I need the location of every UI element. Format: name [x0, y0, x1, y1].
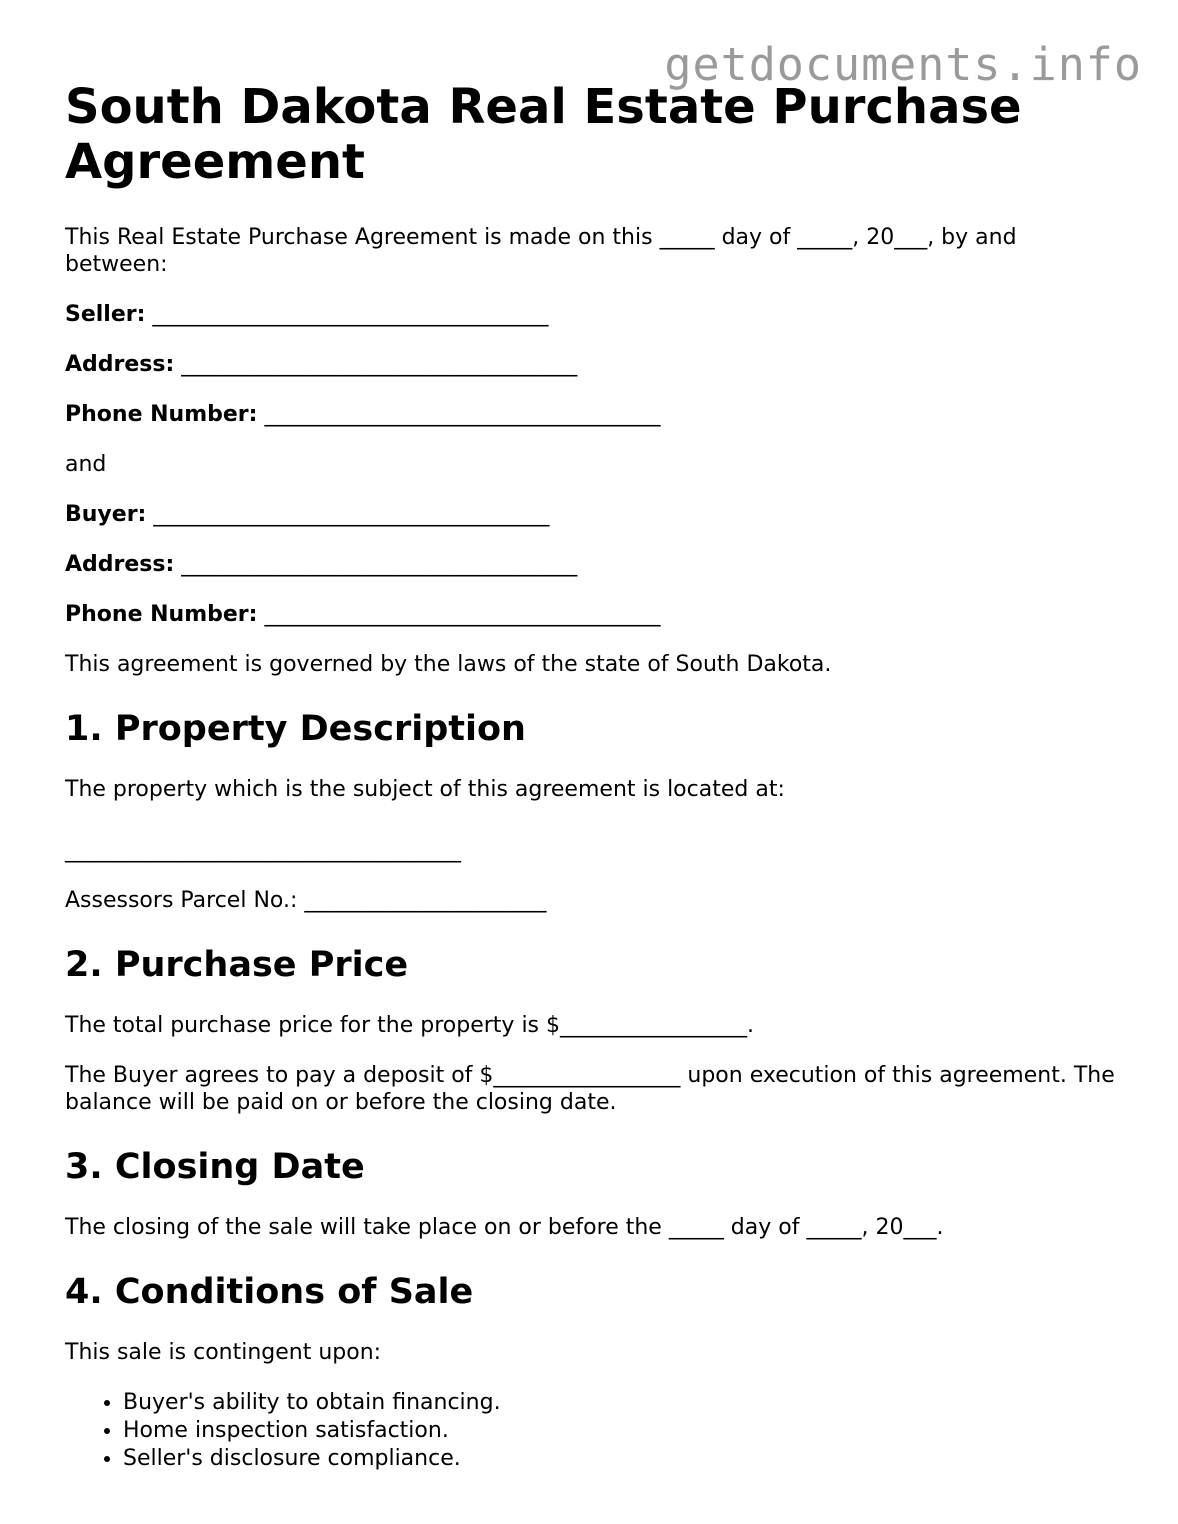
seller-address-field [65, 351, 1125, 378]
buyer-phone-label: Phone Number: [65, 602, 258, 627]
intro-paragraph: This Real Estate Purchase Agreement is made on this _____ day of _____, 20___, by and between: [65, 225, 1017, 277]
buyer-phone-field [65, 601, 1125, 628]
document-body [65, 80, 1125, 1473]
section-heading-price: 2. Purchase Price [65, 945, 409, 985]
parcel-number-field: Assessors Parcel No.: ______________________ [65, 888, 547, 913]
section-heading-closing: 3. Closing Date [65, 1147, 365, 1187]
buyer-address-label: Address: [65, 552, 175, 577]
total-price-text: The total purchase price for the property is $_________________. [65, 1013, 755, 1038]
buyer-address-blank: ____________________________________ [181, 552, 578, 577]
seller-address-blank: ____________________________________ [181, 352, 578, 377]
conditions-list [65, 1389, 1125, 1473]
closing-text: The closing of the sale will take place on or before the _____ day of _____, 20___. [65, 1215, 944, 1240]
conjunction-text: and [65, 452, 107, 477]
deposit-text: The Buyer agrees to pay a deposit of $_________________ upon execution of this agreement. The balance will be paid on or before the closing date. [65, 1063, 1115, 1115]
seller-phone-blank: ____________________________________ [264, 402, 661, 427]
watermark: getdocuments.info [664, 38, 1142, 91]
property-address-blank: ____________________________________ [65, 838, 461, 863]
section-heading-property: 1. Property Description [65, 709, 526, 749]
seller-name-blank: ____________________________________ [152, 302, 549, 327]
seller-phone-field [65, 401, 1125, 428]
seller-name-label: Seller: [65, 302, 146, 327]
seller-phone-label: Phone Number: [65, 402, 258, 427]
buyer-name-label: Buyer: [65, 502, 147, 527]
buyer-phone-blank: ____________________________________ [264, 602, 661, 627]
governing-law-text: This agreement is governed by the laws of the state of South Dakota. [65, 652, 832, 677]
list-item: • Buyer's ability to obtain financing. [123, 1389, 1125, 1417]
property-text: The property which is the subject of this agreement is located at: [65, 777, 785, 802]
buyer-name-blank: ____________________________________ [153, 502, 550, 527]
document-title: South Dakota Real Estate Purchase Agreement [65, 79, 1022, 190]
conditions-text: This sale is contingent upon: [65, 1340, 382, 1365]
buyer-name-field [65, 501, 1125, 528]
section-heading-conditions: 4. Conditions of Sale [65, 1272, 474, 1312]
list-item: • Home inspection satisfaction. [123, 1417, 1125, 1445]
list-item: • Seller's disclosure compliance. [123, 1445, 1125, 1473]
seller-name-field [65, 301, 1125, 328]
seller-address-label: Address: [65, 352, 175, 377]
buyer-address-field [65, 551, 1125, 578]
